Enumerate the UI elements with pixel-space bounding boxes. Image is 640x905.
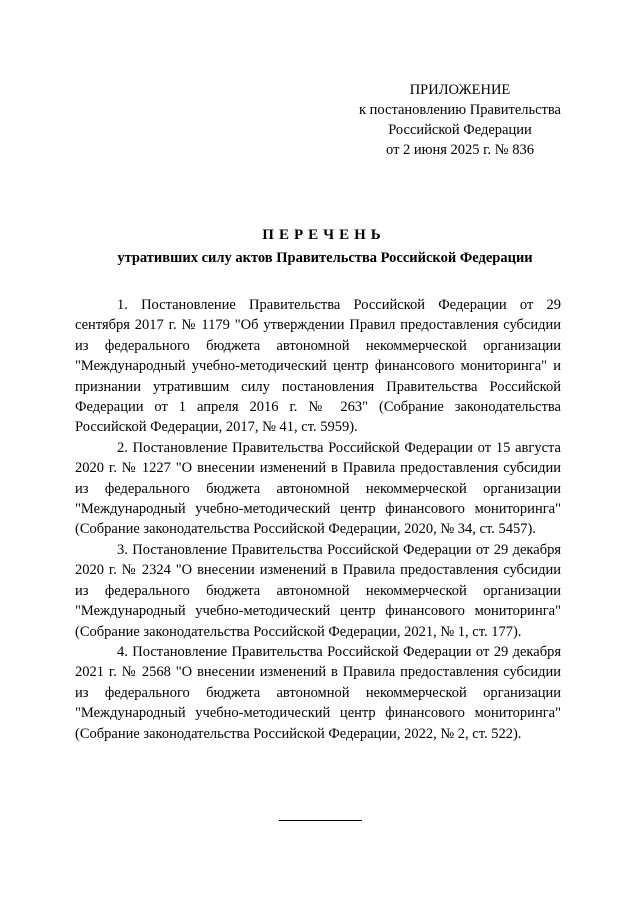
list-item: 4. Постановление Правительства Российской Федерации от 29 декабря 2021 г. № 2568 "О внесении изменений в Правила предоставления субсидии из федерального бюджета автономной некоммерческой организации "Международный учебно-методический центр финансового мониторинга" (Собрание законодательства Российской Федерации, 2022, № 2, ст. 522). [75,643,561,742]
list-item: 2. Постановление Правительства Российской Федерации от 15 августа 2020 г. № 1227 "О внесении изменений в Правила предоставления субсидии из федерального бюджета автономной некоммерческой организации "Международный учебно-методический центр финансового мониторинга" (Собрание законодательства Российской Федерации, 2020, № 34, ст. 5457). [75,439,561,538]
document-subtitle: утративших силу актов Правительства Российской Федерации [117,250,533,266]
acts-list [75,295,561,744]
appendix-label: ПРИЛОЖЕНИЕ [409,82,511,98]
appendix-line-1: к постановлению Правительства [359,102,561,118]
list-item: 3. Постановление Правительства Российской Федерации от 29 декабря 2020 г. № 2324 "О внесении изменений в Правила предоставления субсидии из федерального бюджета автономной некоммерческой организации "Международный учебно-методический центр финансового мониторинга" (Собрание законодательства Российской Федерации, 2021, № 1, ст. 177). [75,541,561,640]
appendix-line-2: Российской Федерации [388,122,532,138]
closing-divider [279,820,362,821]
document-title: ПЕРЕЧЕНЬ [262,227,386,243]
appendix-header [330,80,590,160]
appendix-line-3: от 2 июня 2025 г. № 836 [386,142,534,158]
list-item: 1. Постановление Правительства Российской Федерации от 29 сентября 2017 г. № 1179 "Об утверждении Правил предоставления субсидии из федерального бюджета автономной некоммерческой организации "Международный учебно-методический центр финансового мониторинга" и признании утратившим силу постановления Правительства Российской Федерации от 1 апреля 2016 г. № 263" (Собрание законодательства Российской Федерации, 2017, № 41, ст. 5959). [75,297,561,436]
